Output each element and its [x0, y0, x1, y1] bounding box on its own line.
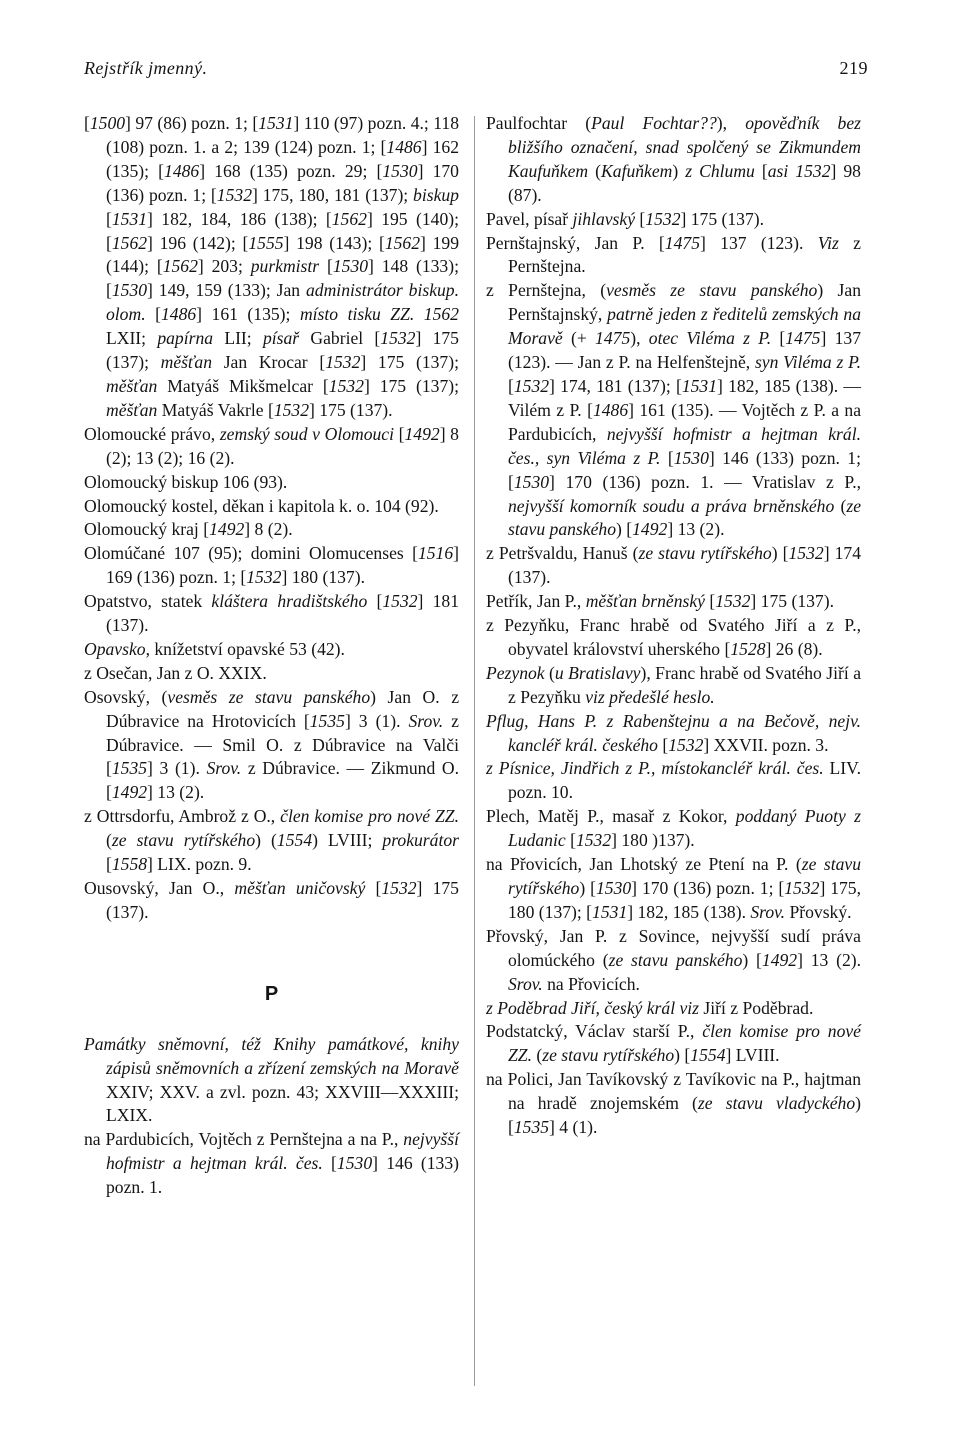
index-entry: z Osečan, Jan z O. XXIX.	[84, 662, 267, 683]
index-entry: z Petršvaldu, Hanuš (ze stavu rytířského) [1532] 174 (137).	[486, 543, 861, 588]
left-column	[84, 112, 459, 1200]
index-entry: [1500] 97 (86) pozn. 1; [1531] 110 (97) pozn. 4.; 118 (108) pozn. 1. a 2; 139 (124) pozn. 1; [1486] 162 (135); [1486] 168 (135) pozn. 29; [1530] 170 (136) pozn. 1; [1532] 175, 180, 181 (137); biskup [1531] 182, 184, 186 (138); [1562] 195 (140); [1562] 196 (142); [1555] 198 (143); [1562] 199 (144); [1562] 203; purkmistr [1530] 148 (133); [1530] 149, 159 (133); Jan administrátor biskup. olom. [1486] 161 (135); místo tisku ZZ. 1562 LXII; papírna LII; písař Gabriel [1532] 175 (137); měšťan Jan Krocar [1532] 175 (137); měšťan Matyáš Mikšmelcar [1532] 175 (137); měšťan Matyáš Vakrle [1532] 175 (137).	[84, 113, 460, 420]
column-divider	[474, 116, 475, 1386]
running-head	[84, 58, 868, 88]
index-entry: Plech, Matěj P., masař z Kokor, poddaný Puoty z Ludanic [1532] 180 )137).	[486, 806, 861, 851]
index-entry: z Ottrsdorfu, Ambrož z O., člen komise pro nové ZZ. (ze stavu rytířského) (1554) LVIII; prokurátor [1558] LIX. pozn. 9.	[84, 806, 459, 875]
page-number: 219	[839, 58, 868, 78]
index-entry: Podstatcký, Václav starší P., člen komise pro nové ZZ. (ze stavu rytířského) [1554] LVIII.	[486, 1021, 861, 1066]
index-entry: na Pardubicích, Vojtěch z Pernštejna a na P., nejvyšší hofmistr a hejtman král. čes. [1530] 146 (133) pozn. 1.	[84, 1129, 459, 1198]
index-entry: Ousovský, Jan O., měšťan uničovský [1532] 175 (137).	[84, 878, 459, 922]
index-entry: z Pezyňku, Franc hrabě od Svatého Jiří a z P., obyvatel království uherského [1528] 26 (8).	[486, 615, 861, 659]
index-entry: Olomúčané 107 (95); domini Olomucenses [1516] 169 (136) pozn. 1; [1532] 180 (137).	[84, 543, 459, 588]
index-entry: Olomoucký kraj [1492] 8 (2).	[84, 519, 293, 540]
index-entry: z Písnice, Jindřich z P., místokancléř král. čes. LIV. pozn. 10.	[486, 758, 861, 803]
index-entry: z Poděbrad Jiří, český král viz Jiří z Poděbrad.	[486, 997, 814, 1018]
index-entry: Olomoucký kostel, děkan i kapitola k. o. 104 (92).	[84, 495, 439, 516]
index-entry: Opatstvo, statek kláštera hradištského [1532] 181 (137).	[84, 591, 460, 636]
index-entry: na Polici, Jan Tavíkovský z Tavíkovic na P., hajtman na hradě znojemském (ze stavu vladyckého) [1535] 4 (1).	[486, 1069, 861, 1138]
index-entry: Pavel, písař jihlavský [1532] 175 (137).	[486, 208, 765, 229]
index-entry: Pernštajnský, Jan P. [1475] 137 (123). Viz z Pernštejna.	[486, 232, 861, 277]
index-entry: na Přovicích, Jan Lhotský ze Ptení na P. (ze stavu rytířského) [1530] 170 (136) pozn. 1; [1532] 175, 180 (137); [1531] 182, 185 (138). Srov. Přovský.	[486, 854, 861, 922]
index-entry: Petřík, Jan P., měšťan brněnský [1532] 175 (137).	[486, 591, 834, 612]
index-entry: Opavsko, knížetství opavské 53 (42).	[84, 638, 345, 659]
index-entry: Památky sněmovní, též Knihy památkové, knihy zápisů sněmovních a zřízení zemských na Moravě XXIV; XXV. a zvl. pozn. 43; XXVIII—XXXIII; LXIX.	[84, 1033, 459, 1126]
index-entry: Pflug, Hans P. z Rabenštejnu a na Bečově, nejv. kancléř král. českého [1532] XXVII. pozn. 3.	[486, 710, 861, 755]
index-entry: Paulfochtar (Paul Fochtar??), opověďník bez bližšího označení, snad spolčený se Zikmundem Kaufuňkem (Kafuňkem) z Chlumu [asi 1532] 98 (87).	[486, 113, 862, 205]
index-entry: Pezynok (u Bratislavy), Franc hrabě od Svatého Jiří a z Pezyňku viz předešlé heslo.	[486, 662, 861, 707]
index-entry: Osovský, (vesměs ze stavu panského) Jan O. z Dúbravice na Hrotovicích [1535] 3 (1). Srov. z Dúbravice. — Smil O. z Dúbravice na Valči [1535] 3 (1). Srov. z Dúbravice. — Zikmund O. [1492] 13 (2).	[84, 686, 460, 803]
index-entry: Olomoucký biskup 106 (93).	[84, 471, 288, 492]
index-entry: Olomoucké právo, zemský soud v Olomouci [1492] 8 (2); 13 (2); 16 (2).	[84, 423, 459, 468]
running-title: Rejstřík jmenný.	[84, 58, 208, 78]
index-entry: Přovský, Jan P. z Sovince, nejvyšší sudí práva olomúckého (ze stavu panského) [1492] 13 (2). Srov. na Přovicích.	[486, 925, 862, 994]
section-letter: P	[264, 982, 279, 1005]
right-column	[486, 112, 861, 1140]
index-entry: z Pernštejna, (vesměs ze stavu panského) Jan Pernštajnský, patrně jeden z ředitelů zemských na Moravě (+ 1475), otec Viléma z P. [1475] 137 (123). — Jan z P. na Helfenštejně, syn Viléma z P. [1532] 174, 181 (137); [1531] 182, 185 (138). — Vilém z P. [1486] 161 (135). — Vojtěch z P. a na Pardubicích, nejvyšší hofmistr a hejtman král. čes., syn Viléma z P. [1530] 146 (133) pozn. 1; [1530] 170 (136) pozn. 1. — Vratislav z P., nejvyšší komorník soudu a práva brněnského (ze stavu panského) [1492] 13 (2).	[486, 280, 862, 540]
